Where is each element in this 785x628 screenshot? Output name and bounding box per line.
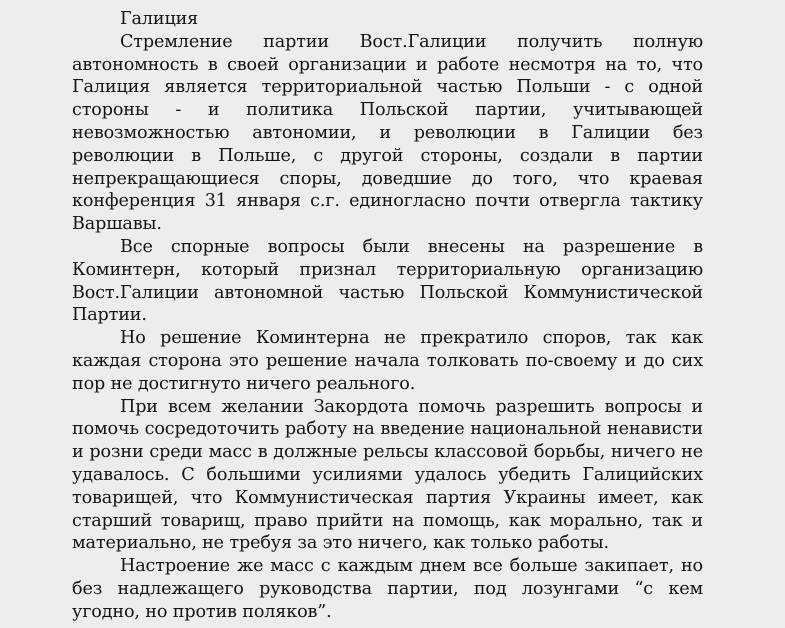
paragraph-5: Настроение же масс с каждым днем все больше закипает, но без надлежащего руководства партии, под лозунгами “с кем угодно, но против поляков”. xyxy=(72,556,703,622)
section-heading: Галиция xyxy=(120,9,199,29)
paragraph-3: Но решение Коминтерна не прекратило споров, так как каждая сторона это решение начала толковать по-своему и до сих пор не достигнуто ничего реального. xyxy=(72,328,703,394)
paragraph-2: Все спорные вопросы были внесены на разрешение в Коминтерн, который признал территориальную организацию Вост.Галиции автономной частью Польской Коммунистической Партии. xyxy=(72,236,703,326)
paragraph-1: Стремление партии Вост.Галиции получить полную автономность в своей организации и работе несмотря на то, что Галиция является территориальной частью Польши - с одной стороны - и политика Польской партии, учитывающей невозможностью автономии, и революции в Галиции без революции в Польше, с другой стороны, создали в партии непрекращающиеся споры, доведшие до того, что краевая конференция 31 января с.г. единогласно почти отвергла тактику Варшавы. xyxy=(72,31,703,235)
paragraph-4: При всем желании Закордота помочь разрешить вопросы и помочь сосредоточить работу на введение национальной ненависти и розни среди масс в должные рельсы классовой борьбы, ничего не удавалось. С большими усилиями удалось убедить Галицийских товарищей, что Коммунистическая партия Украины имеет, как старший товарищ, право прийти на помощь, как морально, так и материально, не требуя за это ничего, как только работы. xyxy=(72,396,703,554)
